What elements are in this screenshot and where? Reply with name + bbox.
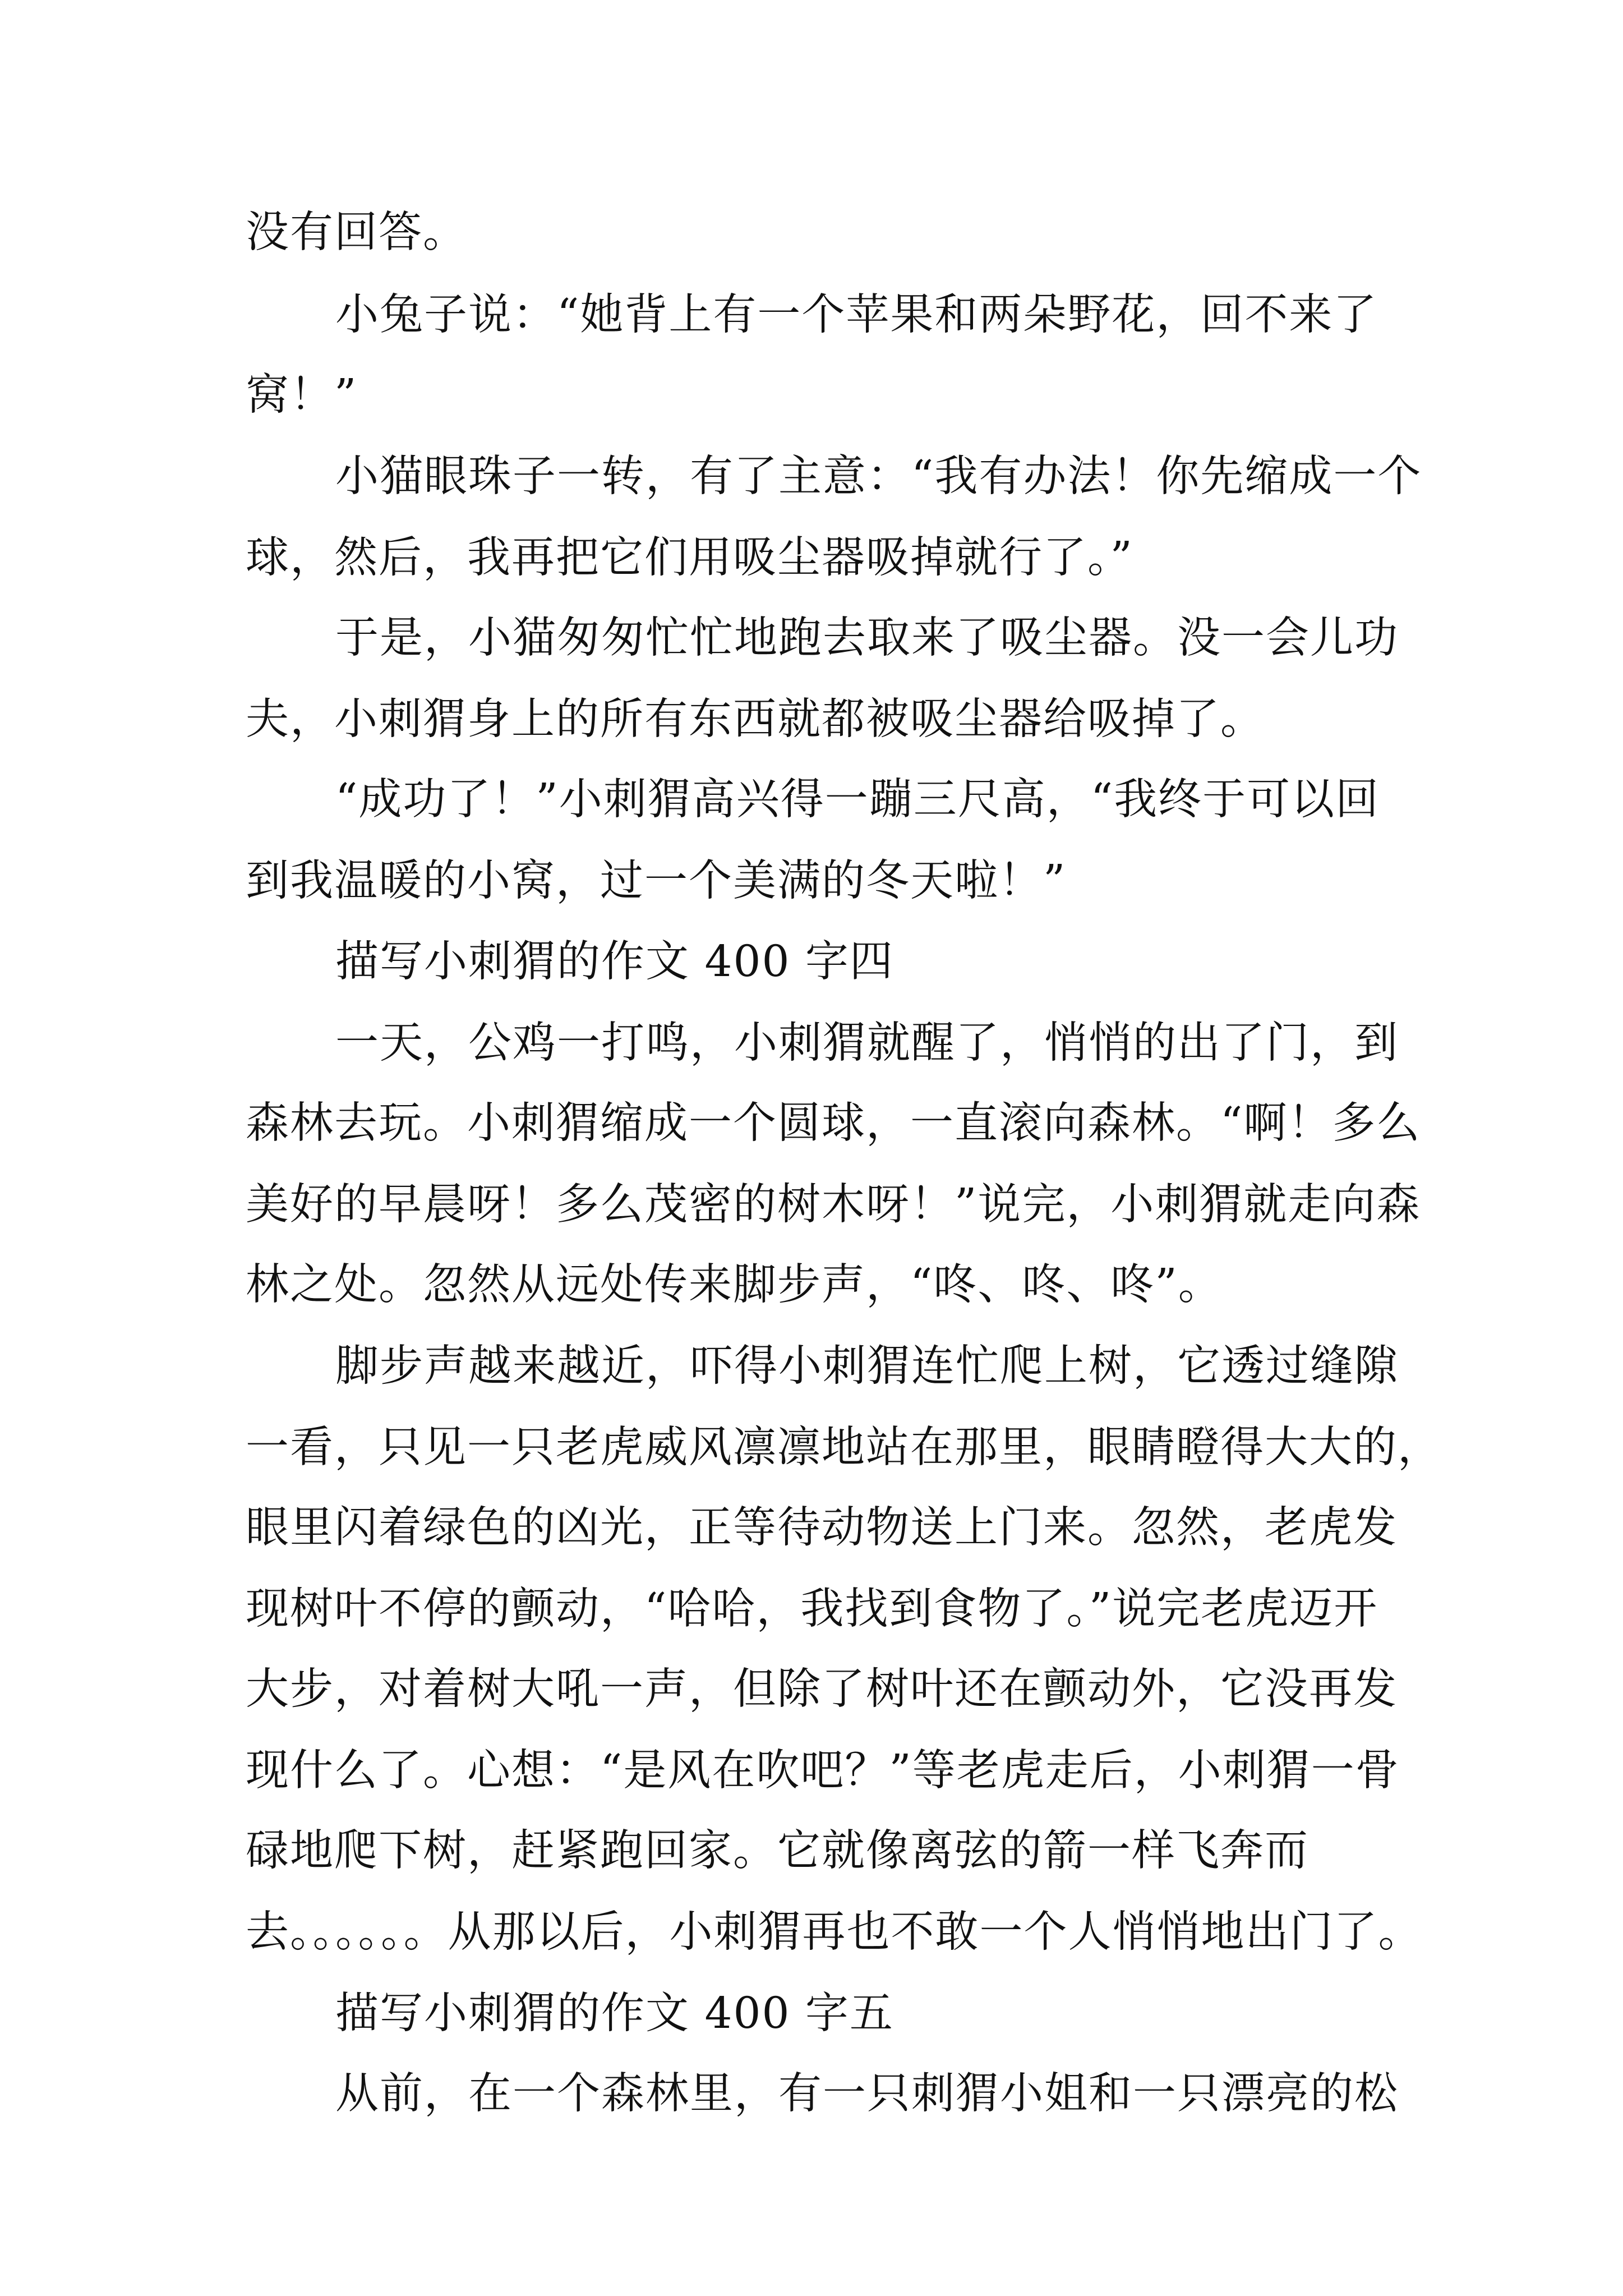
section-heading: 描写小刺猬的作文 400 字四 — [335, 937, 894, 987]
text-line: 林之处。忽然从远处传来脚步声，“咚、咚、咚”。 — [246, 1260, 1223, 1310]
text-line: 夫，小刺猬身上的所有东西就都被吸尘器给吸掉了。 — [246, 694, 1265, 744]
text-line: 小猫眼珠子一转，有了主意：“我有办法！你先缩成一个 — [335, 452, 1422, 501]
text-line: 从前，在一个森林里，有一只刺猬小姐和一只漂亮的松 — [335, 2069, 1399, 2119]
text-line: 森林去玩。小刺猬缩成一个圆球，一直滚向森林。“啊！多么 — [246, 1098, 1421, 1148]
text-line: 窝！” — [246, 370, 358, 420]
text-line: 到我温暖的小窝，过一个美满的冬天啦！” — [246, 856, 1067, 906]
text-line: 一看，只见一只老虎威风凛凛地站在那里，眼睛瞪得大大的， — [246, 1423, 1442, 1473]
text-line: 美好的早晨呀！多么茂密的树木呀！”说完，小刺猬就走向森 — [246, 1180, 1421, 1230]
section-heading: 描写小刺猬的作文 400 字五 — [335, 1989, 894, 2039]
text-line: 碌地爬下树，赶紧跑回家。它就像离弦的箭一样飞奔而 — [246, 1826, 1309, 1876]
text-line: 现什么了。心想：“是风在吹吧？”等老虎走后，小刺猬一骨 — [246, 1746, 1400, 1796]
text-line: 球，然后，我再把它们用吸尘器吸掉就行了。” — [246, 533, 1133, 583]
text-line: 没有回答。 — [246, 208, 467, 257]
text-line: “成功了！”小刺猬高兴得一蹦三尺高，“我终于可以回 — [335, 775, 1380, 825]
text-line: 去。。。。。。从那以后，小刺猬再也不敢一个人悄悄地出门了。 — [246, 1907, 1423, 1957]
text-line: 大步，对着树大吼一声，但除了树叶还在颤动外，它没再发 — [246, 1664, 1398, 1714]
text-line: 现树叶不停的颤动，“哈哈，我找到食物了。”说完老虎迈开 — [246, 1584, 1378, 1634]
text-line: 小兔子说：“她背上有一个苹果和两朵野花，回不来了 — [335, 290, 1378, 340]
text-line: 一天，公鸡一打鸣，小刺猬就醒了，悄悄的出了门，到 — [335, 1018, 1399, 1068]
text-line: 脚步声越来越近，吓得小刺猬连忙爬上树，它透过缝隙 — [335, 1341, 1399, 1391]
text-line: 眼里闪着绿色的凶光，正等待动物送上门来。忽然，老虎发 — [246, 1503, 1398, 1553]
text-line: 于是，小猫匆匆忙忙地跑去取来了吸尘器。没一会儿功 — [335, 613, 1399, 663]
